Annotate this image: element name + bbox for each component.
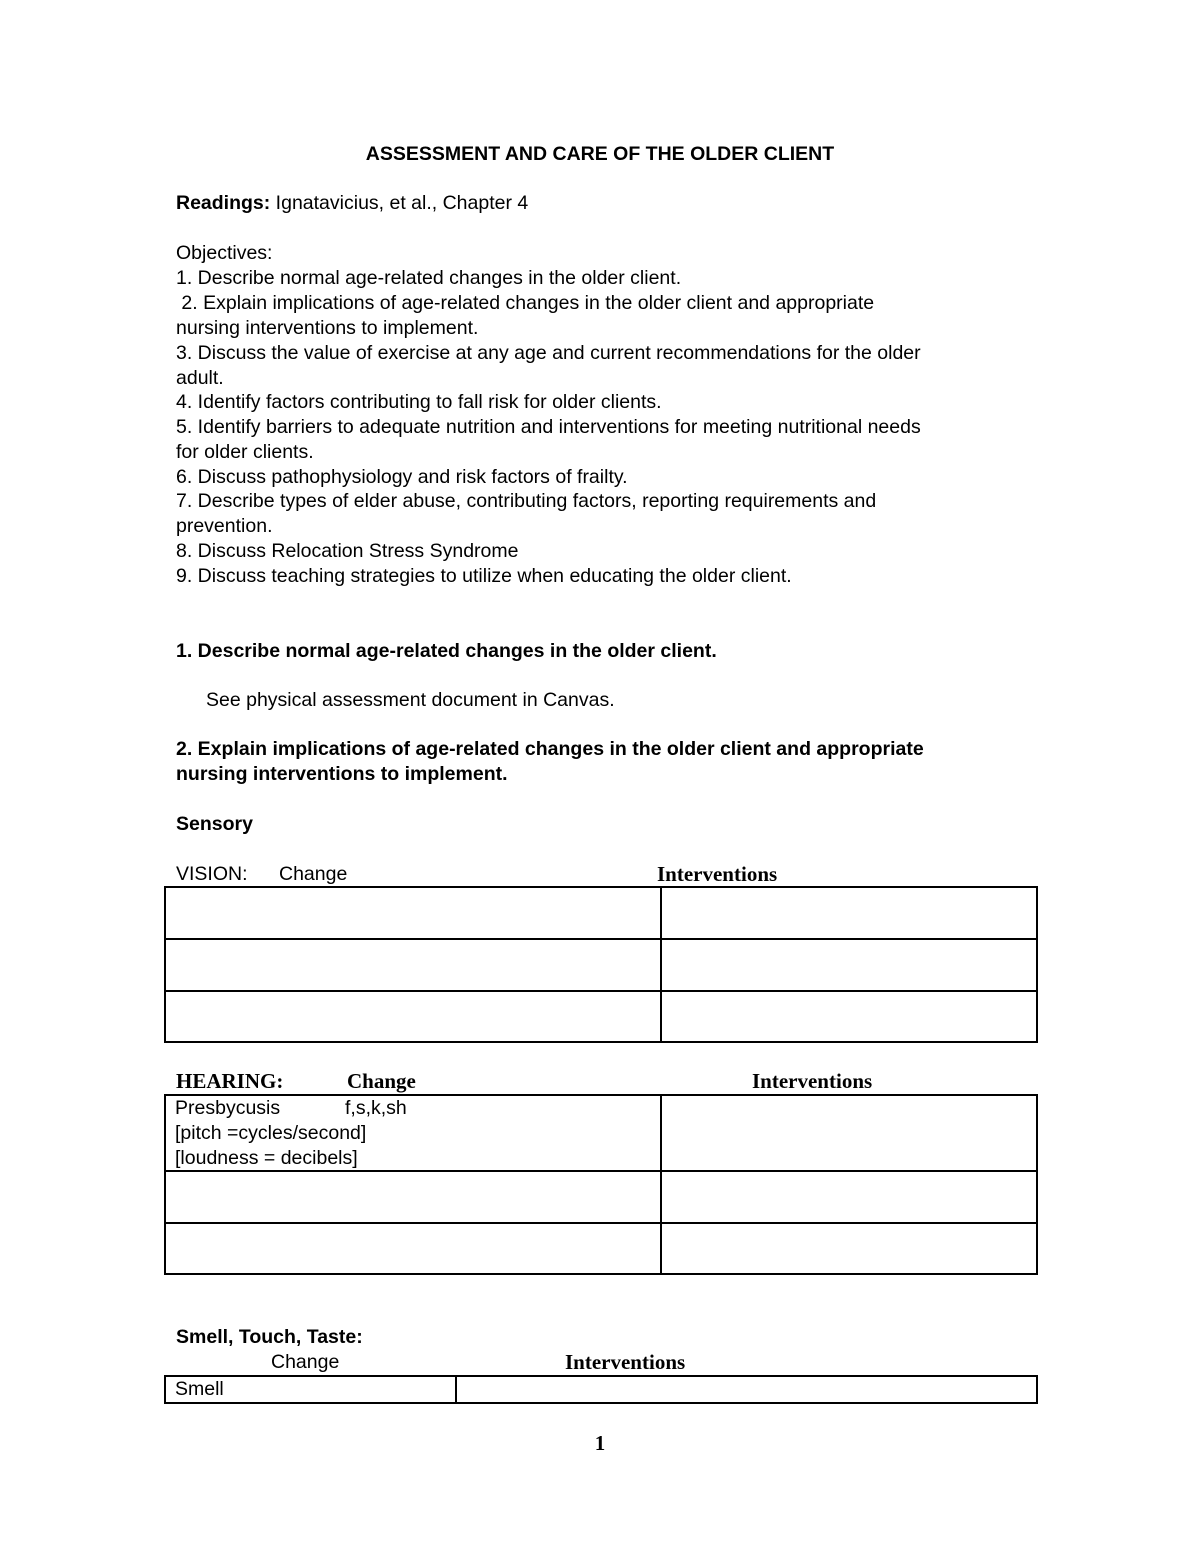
page-title: ASSESSMENT AND CARE OF THE OLDER CLIENT — [365, 143, 835, 165]
objective-line: 9. Discuss teaching strategies to utilize when educating the older client. — [176, 565, 792, 587]
objective-line: adult. — [176, 367, 224, 389]
section1-note: See physical assessment document in Canvas. — [206, 689, 615, 711]
page-number: 1 — [594, 1431, 606, 1455]
hearing-interventions-header: Interventions — [752, 1069, 873, 1093]
table-row — [165, 939, 1037, 991]
vision-change-header: Change — [279, 863, 348, 885]
objective-line: 7. Describe types of elder abuse, contributing factors, reporting requirements and — [176, 490, 877, 512]
vision-label: VISION: — [176, 863, 248, 885]
readings-label: Readings: — [176, 192, 271, 214]
pitch-note: [pitch =cycles/second] — [175, 1121, 367, 1144]
readings-line — [176, 191, 528, 216]
objective-line: 4. Identify factors contributing to fall risk for older clients. — [176, 391, 662, 413]
table-row — [165, 991, 1037, 1042]
vision-table — [164, 886, 1038, 1043]
objective-line: 1. Describe normal age-related changes in the older client. — [176, 267, 682, 289]
smell-intervention-cell[interactable] — [456, 1376, 1037, 1403]
smell-label: Smell — [175, 1378, 224, 1400]
objective-line: 6. Discuss pathophysiology and risk factors of frailty. — [176, 466, 628, 488]
hearing-intervention-cell[interactable] — [661, 1095, 1037, 1171]
objective-line: for older clients. — [176, 441, 314, 463]
objective-line: prevention. — [176, 515, 273, 537]
vision-change-cell[interactable] — [165, 887, 661, 939]
section2-heading-line1: 2. Explain implications of age-related changes in the older client and appropriate — [176, 738, 924, 760]
table-row — [165, 1223, 1037, 1274]
smell-touch-taste-heading: Smell, Touch, Taste: — [176, 1326, 363, 1348]
readings-text: Ignatavicius, et al., Chapter 4 — [270, 192, 529, 214]
table-row — [165, 1171, 1037, 1223]
objective-line: nursing interventions to implement. — [176, 317, 479, 339]
vision-change-cell[interactable] — [165, 991, 661, 1042]
hearing-change-header: Change — [347, 1069, 416, 1093]
smell-change-cell[interactable] — [165, 1376, 456, 1403]
hearing-change-cell[interactable] — [165, 1095, 661, 1171]
loudness-note: [loudness = decibels] — [175, 1146, 358, 1169]
table-row — [165, 1095, 1037, 1171]
presbycusis-term: Presbycusis — [175, 1097, 281, 1119]
vision-intervention-cell[interactable] — [661, 887, 1037, 939]
section2-heading-line2: nursing interventions to implement. — [176, 763, 508, 785]
objective-line: 8. Discuss Relocation Stress Syndrome — [176, 540, 519, 562]
hearing-intervention-cell[interactable] — [661, 1223, 1037, 1274]
vision-change-cell[interactable] — [165, 939, 661, 991]
objective-line: 2. Explain implications of age-related changes in the older client and appropriate — [176, 292, 875, 314]
section1-heading: 1. Describe normal age-related changes in the older client. — [176, 640, 717, 662]
hearing-change-cell[interactable] — [165, 1223, 661, 1274]
objectives-heading: Objectives: — [176, 242, 273, 264]
smell-touch-taste-table — [164, 1375, 1038, 1404]
vision-interventions-header: Interventions — [657, 862, 778, 886]
sensory-heading: Sensory — [176, 813, 253, 835]
objective-line: 5. Identify barriers to adequate nutrition and interventions for meeting nutritional needs — [176, 416, 921, 438]
table-row — [165, 887, 1037, 939]
vision-intervention-cell[interactable] — [661, 939, 1037, 991]
vision-intervention-cell[interactable] — [661, 991, 1037, 1042]
hearing-table — [164, 1094, 1038, 1275]
stt-interventions-header: Interventions — [565, 1350, 686, 1374]
hearing-intervention-cell[interactable] — [661, 1171, 1037, 1223]
hearing-change-cell[interactable] — [165, 1171, 661, 1223]
presbycusis-line — [175, 1096, 651, 1121]
stt-change-header: Change — [271, 1351, 340, 1373]
hearing-label: HEARING: — [176, 1069, 284, 1093]
table-row — [165, 1376, 1037, 1403]
objective-line: 3. Discuss the value of exercise at any age and current recommendations for the older — [176, 342, 921, 364]
presbycusis-sounds: f,s,k,sh — [345, 1097, 407, 1119]
